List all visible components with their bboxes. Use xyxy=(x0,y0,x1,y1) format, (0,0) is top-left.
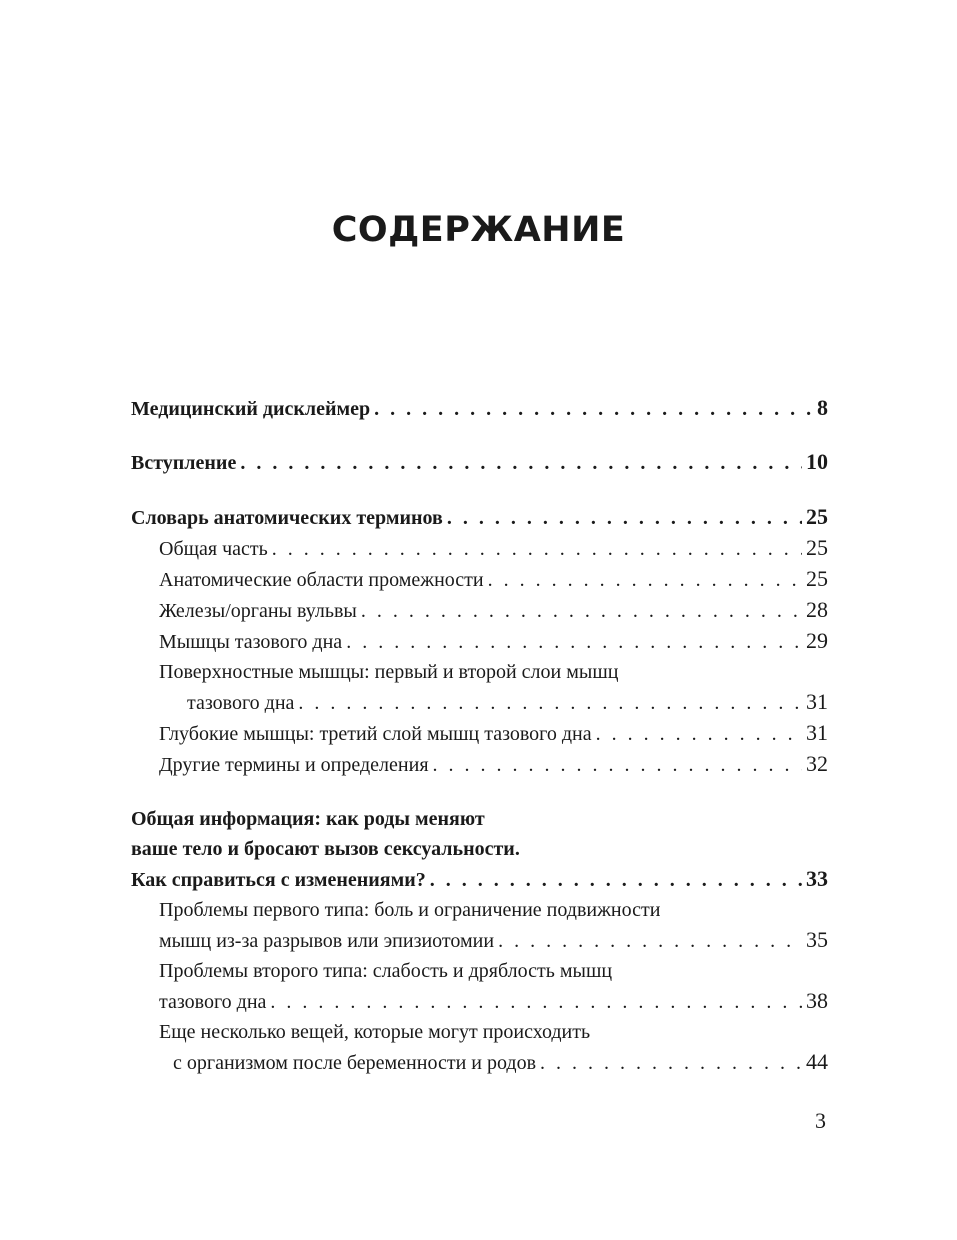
leader-dots xyxy=(361,596,802,626)
toc-entry-more-things[interactable] xyxy=(131,1017,828,1078)
toc-label-continuation xyxy=(131,986,828,1017)
toc-label: Как справиться с изменениями? xyxy=(131,869,426,891)
toc-page-number: 25 xyxy=(806,504,828,529)
leader-dots xyxy=(346,627,802,657)
toc-entry-type1-problems[interactable] xyxy=(131,895,828,956)
leader-dots xyxy=(488,565,802,595)
page-number: 3 xyxy=(815,1108,826,1133)
toc-entry-anatomical-areas[interactable] xyxy=(131,564,828,595)
leader-dots xyxy=(272,534,802,564)
toc-entry-glands[interactable] xyxy=(131,595,828,626)
toc-label: Словарь анатомических терминов xyxy=(131,507,443,529)
leader-dots xyxy=(240,448,802,478)
toc-label: Общая часть xyxy=(159,538,268,560)
leader-dots xyxy=(430,865,802,895)
leader-dots xyxy=(540,1048,802,1078)
toc-page-number: 32 xyxy=(806,751,828,776)
toc-entry-other-terms[interactable] xyxy=(131,749,828,780)
toc-label: с организмом после беременности и родов xyxy=(173,1052,537,1074)
toc-entry-type2-problems[interactable] xyxy=(131,956,828,1017)
toc-label: Другие термины и определения xyxy=(159,754,429,776)
leader-dots xyxy=(374,394,813,424)
toc-entry-pelvic-muscles[interactable] xyxy=(131,626,828,657)
toc-label-line: Еще несколько вещей, которые могут происходить xyxy=(159,1021,591,1043)
toc-label-line: Проблемы первого типа: боль и ограничение подвижности xyxy=(159,899,661,921)
toc-label: мышц из-за разрывов или эпизиотомии xyxy=(159,930,495,952)
table-of-contents xyxy=(131,393,828,1078)
toc-entry-general-info[interactable] xyxy=(131,804,828,895)
toc-label-line: Общая информация: как роды меняют xyxy=(131,808,485,830)
toc-label-continuation xyxy=(131,925,828,956)
toc-page-number: 35 xyxy=(806,927,828,952)
leader-dots xyxy=(447,503,802,533)
toc-page-number: 31 xyxy=(806,689,828,714)
toc-page-number: 25 xyxy=(806,535,828,560)
toc-label: Анатомические области промежности xyxy=(159,569,484,591)
toc-page-number: 33 xyxy=(806,866,828,891)
page-title: СОДЕРЖАНИЕ xyxy=(331,210,626,250)
toc-label: Медицинский дисклеймер xyxy=(131,398,371,420)
toc-page-number: 10 xyxy=(806,449,828,474)
toc-entry-general-part[interactable] xyxy=(131,533,828,564)
toc-label: тазового дна xyxy=(159,991,267,1013)
toc-label: Глубокие мышцы: третий слой мышц тазового дна xyxy=(159,723,592,745)
toc-label: Вступление xyxy=(131,452,237,474)
toc-label: тазового дна xyxy=(187,692,295,714)
leader-dots xyxy=(498,926,802,956)
toc-label: Железы/органы вульвы xyxy=(159,600,357,622)
toc-label-continuation xyxy=(131,687,828,718)
toc-entry-intro[interactable] xyxy=(131,447,828,478)
toc-label-continuation xyxy=(131,864,828,895)
toc-entry-disclaimer[interactable] xyxy=(131,393,828,424)
toc-page-number: 44 xyxy=(806,1049,828,1074)
toc-page-number: 28 xyxy=(806,597,828,622)
toc-label-line: Поверхностные мышцы: первый и второй слои мышц xyxy=(159,661,619,683)
leader-dots xyxy=(298,688,802,718)
toc-page-number: 31 xyxy=(806,720,828,745)
leader-dots xyxy=(596,719,802,749)
toc-page-number: 29 xyxy=(806,628,828,653)
toc-entry-glossary[interactable] xyxy=(131,502,828,533)
toc-page-number: 38 xyxy=(806,988,828,1013)
toc-label-line: Проблемы второго типа: слабость и дряблость мышц xyxy=(159,960,613,982)
leader-dots xyxy=(433,750,802,780)
toc-page-number: 25 xyxy=(806,566,828,591)
toc-label-continuation xyxy=(131,1047,828,1078)
leader-dots xyxy=(270,987,802,1017)
toc-entry-superficial[interactable] xyxy=(131,657,828,718)
toc-label: Мышцы тазового дна xyxy=(159,631,343,653)
toc-page-number: 8 xyxy=(817,395,828,420)
toc-label-line: ваше тело и бросают вызов сексуальности. xyxy=(131,838,520,860)
toc-entry-deep-muscles[interactable] xyxy=(131,718,828,749)
